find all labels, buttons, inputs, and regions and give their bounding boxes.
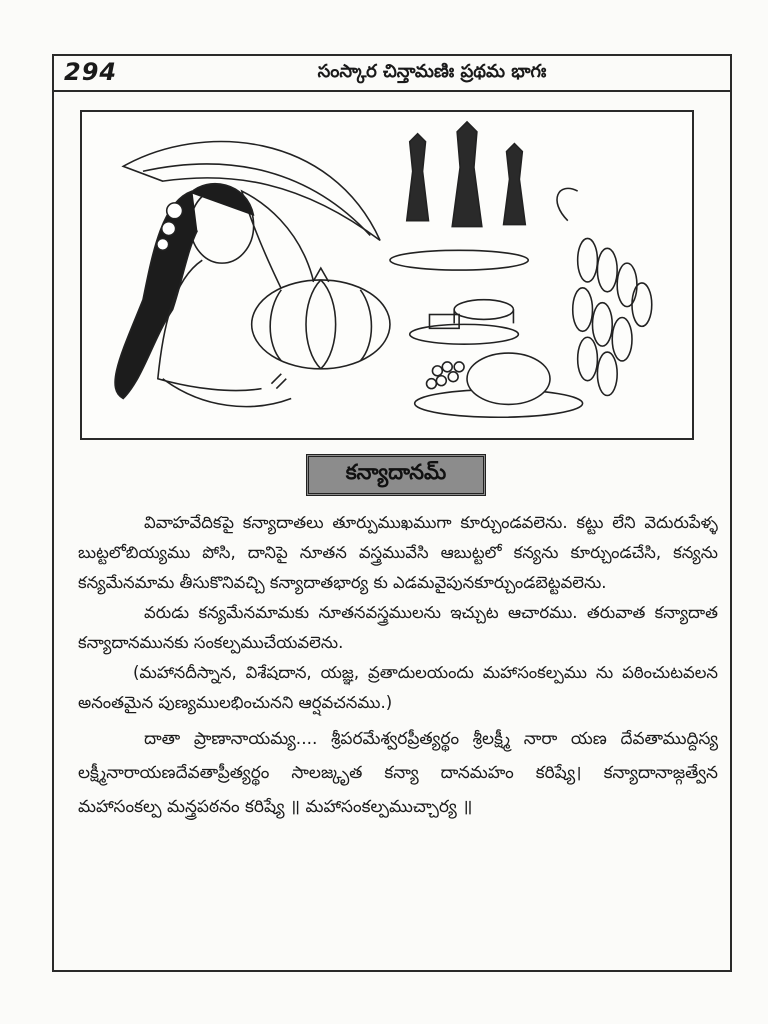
section-title: కన్యాదానమ్ — [306, 454, 486, 496]
page-header — [52, 54, 732, 92]
paragraph-2: వరుడు కన్యమేనమామకు నూతనవస్త్రములను ఇచ్చుట ఆచారము. తరువాత కన్యాదాత కన్యాదానమునకు సంకల్పముచేయవలెను. — [78, 603, 718, 652]
banana-bunch — [557, 188, 652, 395]
paragraph-3: (మహానదీస్నాన, విశేషదాన, యజ్ఞ, వ్రతాదులయందు మహాసంకల్పము ను పఠించుటవలన అనంతమైన పుణ్యములభించునని ఆర్షవచనము.) — [78, 663, 718, 712]
woman-hair — [115, 191, 197, 398]
page-number: 294 — [64, 58, 118, 86]
paragraph-4: దాతా ప్రాణానాయమ్య.... శ్రీపరమేశ్వరప్రీత్యర్థం శ్రీలక్ష్మీ నారా యణ దేవతాముద్దిస్య లక్ష్మీనారాయణదేవతాప్రీత్యర్థం సాలజ్కృత కన్యా దానమహం కరిష్యే। కన్యాదానాజ్గత్వేన మహాసంకల్ప మన్త్రపఠనం కరిష్యే ॥ మహాసంకల్పముచ్చార్య ॥ — [78, 729, 718, 817]
pumpkin — [252, 280, 390, 369]
body-text — [78, 508, 718, 824]
kanyadanam-illustration — [82, 112, 692, 438]
illustration — [80, 110, 694, 440]
paragraph-1: వివాహవేదికపై కన్యాదాతలు తూర్పుముఖముగా కూర్చుండవలెను. కట్టు లేని వెదురుపేళ్ళ బుట్టలోబియ్యము పోసి, దానిపై నూతన వస్త్రమువేసి ఆబుట్టలో కన్యను కూర్చుండచేసి, కన్యను కన్యమేనమామ తీసుకొనివచ్చి కన్యాదాతభార్య కు ఎడమవైపునకూర్చుండబెట్టవలెను. — [78, 513, 718, 592]
running-title: సంస్కార చిన్తామణిః ప్రథమ భాగః — [317, 61, 547, 82]
deities — [390, 122, 528, 270]
